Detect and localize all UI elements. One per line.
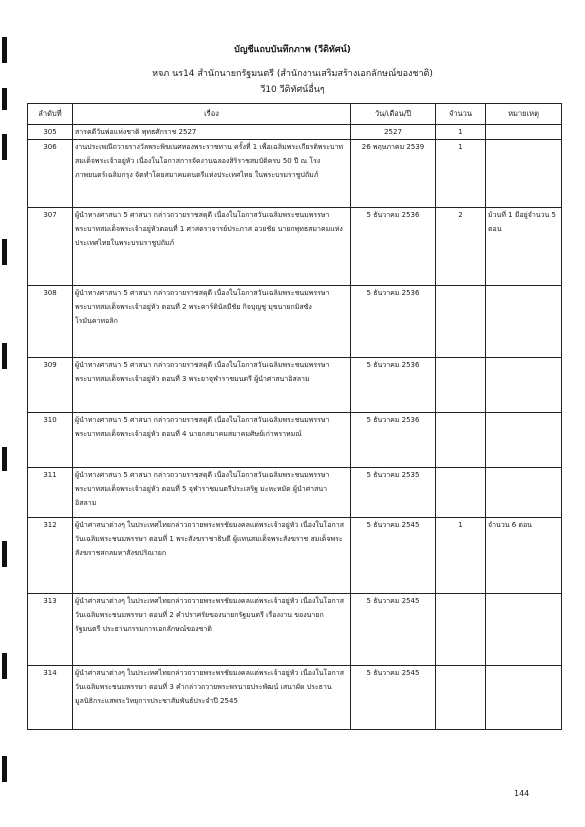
row-title: ผู้นำทางศาสนา 5 ศาสนา กล่าวถวายราชสดุดี เนื่องในโอกาสวันเฉลิมพระชนมพรรษาพระบาทสมเด็จพระเจ้าอยู่หัวตอนที่ 1 ศาสตราจารย์ประภาส อวยชัย นายกพุทธสมาคมแห่งประเทศไทยในพระบรมราชูปถัมภ์ [73, 208, 351, 286]
row-date: 5 ธันวาคม 2536 [351, 286, 436, 358]
punch-mark [2, 447, 7, 471]
row-note [486, 413, 562, 468]
row-count: 2 [436, 208, 486, 286]
row-note: ม้วนที่ 1 มีอยู่จำนวน 5 ตอน [486, 208, 562, 286]
row-count [436, 666, 486, 730]
table-row [28, 208, 562, 286]
row-date: 5 ธันวาคม 2545 [351, 666, 436, 730]
row-note [486, 594, 562, 666]
row-date: 5 ธันวาคม 2536 [351, 413, 436, 468]
row-count [436, 468, 486, 518]
row-number: 309 [28, 358, 73, 413]
col-header-date: วัน/เดือน/ปี [351, 104, 436, 125]
punch-mark [2, 653, 7, 679]
row-date: 5 ธันวาคม 2545 [351, 594, 436, 666]
row-title: สารคดีวันพ่อแห่งชาติ พุทธศักราช 2527 [73, 125, 351, 140]
row-title: ผู้นำทางศาสนา 5 ศาสนา กล่าวถวายราชสดุดี เนื่องในโอกาสวันเฉลิมพระชนมพรรษาพระบาทสมเด็จพระเจ้าอยู่หัว ตอนที่ 3 พระยาจุฬาราชมนตรี ผู้นำศาสนาอิสลาม [73, 358, 351, 413]
table-row [28, 286, 562, 358]
row-note [486, 140, 562, 208]
row-number: 314 [28, 666, 73, 730]
row-title: ผู้นำทางศาสนา 5 ศาสนา กล่าวถวายราชสดุดี เนื่องในโอกาสวันเฉลิมพระชนมพรรษาพระบาทสมเด็จพระเจ้าอยู่หัว ตอนที่ 4 นายกสมาคมสมาคมศิษย์เก่าพราหมณ์ [73, 413, 351, 468]
row-number: 310 [28, 413, 73, 468]
row-count [436, 413, 486, 468]
row-number: 312 [28, 518, 73, 594]
row-count: 1 [436, 518, 486, 594]
col-header-note: หมายเหตุ [486, 104, 562, 125]
row-number: 308 [28, 286, 73, 358]
row-date: 5 ธันวาคม 2535 [351, 468, 436, 518]
series-line: วี10 วีดิทัศน์อื่นๆ [260, 85, 325, 95]
table-header-row [28, 104, 562, 125]
row-note [486, 286, 562, 358]
punch-mark [2, 134, 7, 160]
document-title: บัญชีแถบบันทึกภาพ (วีดิทัศน์) [234, 45, 351, 55]
row-count: 1 [436, 125, 486, 140]
table-row [28, 358, 562, 413]
row-note [486, 468, 562, 518]
table-row [28, 468, 562, 518]
row-date: 26 พฤษภาคม 2539 [351, 140, 436, 208]
row-title: ผู้นำทางศาสนา 5 ศาสนา กล่าวถวายราชสดุดี เนื่องในโอกาสวันเฉลิมพระชนมพรรษาพระบาทสมเด็จพระเจ้าอยู่หัว ตอนที่ 2 พระคาร์ดินัลมีชัย กิจบุญชู มุขนายกมิสซังโรมันคาทอลิก [73, 286, 351, 358]
row-number: 313 [28, 594, 73, 666]
row-count [436, 594, 486, 666]
row-note [486, 125, 562, 140]
col-header-title: เรื่อง [73, 104, 351, 125]
inventory-table [27, 103, 562, 730]
page-number: 144 [514, 789, 530, 798]
table-row [28, 413, 562, 468]
table-row [28, 594, 562, 666]
punch-mark [2, 343, 7, 369]
row-title: ผู้นำศาสนาต่างๆ ในประเทศไทยกล่าวถวายพระพรชัยมงคลแด่พระเจ้าอยู่หัว เนื่องในโอกาสวันเฉลิมพระชนมพรรษา ตอนที่ 2 คำปราศรัยของนายกรัฐมนตรี เรื่องงาน ของนายกรัฐมนตรี ประธานกรรมการเอกลักษณ์ของชาติ [73, 594, 351, 666]
row-number: 305 [28, 125, 73, 140]
row-note [486, 358, 562, 413]
row-date: 2527 [351, 125, 436, 140]
row-count [436, 286, 486, 358]
row-title: งานประเพณีถวายรางวัลพระพิฆเนศทองพระราชทาน ครั้งที่ 1 เพื่อเฉลิมพระเกียรติพระบาทสมเด็จพระเจ้าอยู่หัว เนื่องในโอกาสการจัดงานฉลองสิริราชสมบัติครบ 50 ปี ณ โรงภาพยนตร์เฉลิมกรุง จัดทำโดยสมาคมดนตรีแห่งประเทศไทย ในพระบรมราชูปถัมภ์ [73, 140, 351, 208]
punch-mark [2, 541, 7, 567]
table-row [28, 666, 562, 730]
table-row [28, 518, 562, 594]
row-count: 1 [436, 140, 486, 208]
row-date: 5 ธันวาคม 2545 [351, 518, 436, 594]
row-date: 5 ธันวาคม 2536 [351, 208, 436, 286]
row-title: ผู้นำศาสนาต่างๆ ในประเทศไทยกล่าวถวายพระพรชัยมงคลแด่พระเจ้าอยู่หัว เนื่องในโอกาสวันเฉลิมพระชนมพรรษา ตอนที่ 1 พระสังฆราชาธิบดี ผู้แทนสมเด็จพระสังฆราช สมเด็จพระสังฆราชสกลมหาสังฆปริณายก [73, 518, 351, 594]
row-note: จำนวน 6 ตอน [486, 518, 562, 594]
row-number: 307 [28, 208, 73, 286]
row-title: ผู้นำทางศาสนา 5 ศาสนา กล่าวถวายราชสดุดี เนื่องในโอกาสวันเฉลิมพระชนมพรรษาพระบาทสมเด็จพระเจ้าอยู่หัว ตอนที่ 5 จุฬาราชมนตรีประเสริฐ มะหะหมัด ผู้นำศาสนาอิสลาม [73, 468, 351, 518]
table-row [28, 125, 562, 140]
table-row [28, 140, 562, 208]
row-date: 5 ธันวาคม 2536 [351, 358, 436, 413]
collection-line: หจภ นร14 สำนักนายกรัฐมนตรี (สำนักงานเสริมสร้างเอกลักษณ์ของชาติ) [152, 69, 433, 79]
row-count [436, 358, 486, 413]
row-number: 311 [28, 468, 73, 518]
punch-mark [2, 756, 7, 782]
row-number: 306 [28, 140, 73, 208]
row-note [486, 666, 562, 730]
col-header-number: ลำดับที่ [28, 104, 73, 125]
col-header-count: จำนวน [436, 104, 486, 125]
punch-mark [2, 239, 7, 265]
row-title: ผู้นำศาสนาต่างๆ ในประเทศไทยกล่าวถวายพระพรชัยมงคลแด่พระเจ้าอยู่หัว เนื่องในโอกาสวันเฉลิมพระชนมพรรษา ตอนที่ 3 คำกล่าวถวายพระพรนายประพัฒน์ เสนาผัด ประธานมูลนิธิกระแสพระวิทยุการประชาสัมพันธ์ประจำปี 2545 [73, 666, 351, 730]
